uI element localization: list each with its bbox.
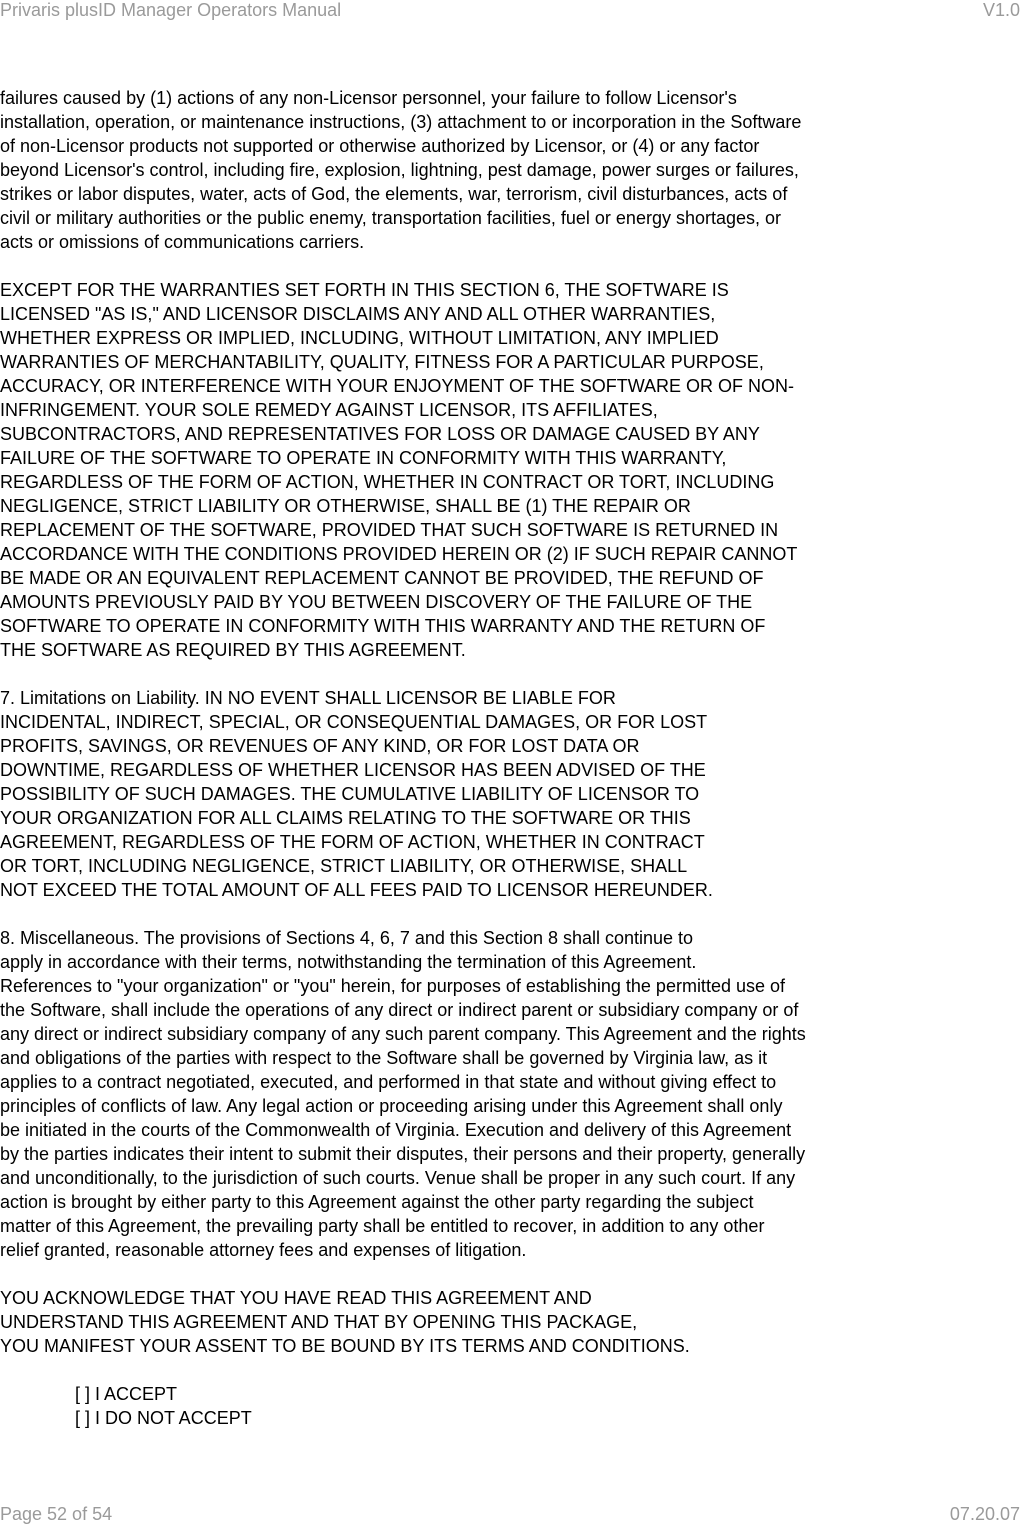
text-line: YOU ACKNOWLEDGE THAT YOU HAVE READ THIS AGREEMENT AND bbox=[0, 1288, 592, 1308]
text-line: POSSIBILITY OF SUCH DAMAGES. THE CUMULATIVE LIABILITY OF LICENSOR TO bbox=[0, 784, 700, 804]
text-line: the Software, shall include the operations of any direct or indirect parent or subsidiary company or of bbox=[0, 1000, 799, 1020]
text-line: NOT EXCEED THE TOTAL AMOUNT OF ALL FEES PAID TO LICENSOR HEREUNDER. bbox=[0, 880, 713, 900]
text-line: beyond Licensor's control, including fire, explosion, lightning, pest damage, power surges or failures, bbox=[0, 160, 799, 180]
text-line: civil or military authorities or the public enemy, transportation facilities, fuel or energy shortages, or bbox=[0, 208, 782, 228]
decline-option: [ ] I DO NOT ACCEPT bbox=[75, 1408, 252, 1428]
text-line: applies to a contract negotiated, executed, and performed in that state and without giving effect to bbox=[0, 1072, 777, 1092]
text-line: action is brought by either party to this Agreement against the other party regarding the subject bbox=[0, 1192, 754, 1212]
text-line: THE SOFTWARE AS REQUIRED BY THIS AGREEMENT. bbox=[0, 640, 466, 660]
text-line: BE MADE OR AN EQUIVALENT REPLACEMENT CANNOT BE PROVIDED, THE REFUND OF bbox=[0, 568, 764, 588]
text-line: apply in accordance with their terms, notwithstanding the termination of this Agreement. bbox=[0, 952, 697, 972]
text-line: YOU MANIFEST YOUR ASSENT TO BE BOUND BY ITS TERMS AND CONDITIONS. bbox=[0, 1336, 690, 1356]
text-line: and unconditionally, to the jurisdiction of such courts. Venue shall be proper in any such court. If any bbox=[0, 1168, 796, 1188]
text-line: SOFTWARE TO OPERATE IN CONFORMITY WITH THIS WARRANTY AND THE RETURN OF bbox=[0, 616, 766, 636]
text-line: matter of this Agreement, the prevailing party shall be entitled to recover, in addition to any other bbox=[0, 1216, 765, 1236]
document-version: V1.0 bbox=[982, 0, 1020, 20]
text-line: strikes or labor disputes, water, acts of God, the elements, war, terrorism, civil disturbances, acts of bbox=[0, 184, 788, 204]
text-line: ACCORDANCE WITH THE CONDITIONS PROVIDED HEREIN OR (2) IF SUCH REPAIR CANNOT bbox=[0, 544, 798, 564]
text-line: 8. Miscellaneous. The provisions of Sections 4, 6, 7 and this Section 8 shall continue to bbox=[0, 928, 694, 948]
document-date: 07.20.07 bbox=[949, 1504, 1020, 1524]
acceptance-options bbox=[0, 1382, 1022, 1430]
text-line: WHETHER EXPRESS OR IMPLIED, INCLUDING, WITHOUT LIMITATION, ANY IMPLIED bbox=[0, 328, 719, 348]
text-line: References to "your organization" or "you" herein, for purposes of establishing the permitted use of bbox=[0, 976, 785, 996]
text-line: UNDERSTAND THIS AGREEMENT AND THAT BY OPENING THIS PACKAGE, bbox=[0, 1312, 638, 1332]
text-line: ACCURACY, OR INTERFERENCE WITH YOUR ENJOYMENT OF THE SOFTWARE OR OF NON- bbox=[0, 376, 795, 396]
text-line: FAILURE OF THE SOFTWARE TO OPERATE IN CONFORMITY WITH THIS WARRANTY, bbox=[0, 448, 727, 468]
document-body bbox=[0, 86, 1022, 1430]
text-line: 7. Limitations on Liability. IN NO EVENT SHALL LICENSOR BE LIABLE FOR bbox=[0, 688, 616, 708]
text-line: INFRINGEMENT. YOUR SOLE REMEDY AGAINST LICENSOR, ITS AFFILIATES, bbox=[0, 400, 658, 420]
text-line: DOWNTIME, REGARDLESS OF WHETHER LICENSOR HAS BEEN ADVISED OF THE bbox=[0, 760, 706, 780]
paragraph-acknowledge bbox=[0, 1286, 1022, 1358]
document-title: Privaris plusID Manager Operators Manual bbox=[0, 0, 342, 20]
accept-option: [ ] I ACCEPT bbox=[75, 1384, 178, 1404]
text-line: SUBCONTRACTORS, AND REPRESENTATIVES FOR LOSS OR DAMAGE CAUSED BY ANY bbox=[0, 424, 760, 444]
paragraph-failures bbox=[0, 86, 1022, 254]
text-line: AGREEMENT, REGARDLESS OF THE FORM OF ACTION, WHETHER IN CONTRACT bbox=[0, 832, 705, 852]
text-line: REPLACEMENT OF THE SOFTWARE, PROVIDED THAT SUCH SOFTWARE IS RETURNED IN bbox=[0, 520, 779, 540]
text-line: be initiated in the courts of the Commonwealth of Virginia. Execution and delivery of this Agreement bbox=[0, 1120, 792, 1140]
text-line: LICENSED "AS IS," AND LICENSOR DISCLAIMS ANY AND ALL OTHER WARRANTIES, bbox=[0, 304, 716, 324]
page-number: Page 52 of 54 bbox=[0, 1504, 113, 1524]
text-line: failures caused by (1) actions of any non-Licensor personnel, your failure to follow Licensor's bbox=[0, 88, 737, 108]
text-line: and obligations of the parties with respect to the Software shall be governed by Virginia law, as it bbox=[0, 1048, 768, 1068]
text-line: relief granted, reasonable attorney fees and expenses of litigation. bbox=[0, 1240, 527, 1260]
text-line: PROFITS, SAVINGS, OR REVENUES OF ANY KIND, OR FOR LOST DATA OR bbox=[0, 736, 640, 756]
paragraph-warranty-disclaimer bbox=[0, 278, 1022, 662]
text-line: installation, operation, or maintenance instructions, (3) attachment to or incorporation in the Software bbox=[0, 112, 802, 132]
text-line: OR TORT, INCLUDING NEGLIGENCE, STRICT LIABILITY, OR OTHERWISE, SHALL bbox=[0, 856, 688, 876]
text-line: by the parties indicates their intent to submit their disputes, their persons and their property, generally bbox=[0, 1144, 806, 1164]
text-line: acts or omissions of communications carriers. bbox=[0, 232, 365, 252]
text-line: INCIDENTAL, INDIRECT, SPECIAL, OR CONSEQUENTIAL DAMAGES, OR FOR LOST bbox=[0, 712, 708, 732]
text-line: NEGLIGENCE, STRICT LIABILITY OR OTHERWISE, SHALL BE (1) THE REPAIR OR bbox=[0, 496, 691, 516]
text-line: of non-Licensor products not supported or otherwise authorized by Licensor, or (4) or any factor bbox=[0, 136, 760, 156]
paragraph-limitations bbox=[0, 686, 1022, 902]
text-line: EXCEPT FOR THE WARRANTIES SET FORTH IN THIS SECTION 6, THE SOFTWARE IS bbox=[0, 280, 729, 300]
text-line: REGARDLESS OF THE FORM OF ACTION, WHETHER IN CONTRACT OR TORT, INCLUDING bbox=[0, 472, 775, 492]
text-line: principles of conflicts of law. Any legal action or proceeding arising under this Agreement shall only bbox=[0, 1096, 783, 1116]
text-line: YOUR ORGANIZATION FOR ALL CLAIMS RELATING TO THE SOFTWARE OR THIS bbox=[0, 808, 691, 828]
text-line: AMOUNTS PREVIOUSLY PAID BY YOU BETWEEN DISCOVERY OF THE FAILURE OF THE bbox=[0, 592, 753, 612]
text-line: WARRANTIES OF MERCHANTABILITY, QUALITY, FITNESS FOR A PARTICULAR PURPOSE, bbox=[0, 352, 764, 372]
text-line: any direct or indirect subsidiary company of any such parent company. This Agreement and the rights bbox=[0, 1024, 806, 1044]
paragraph-miscellaneous bbox=[0, 926, 1022, 1262]
